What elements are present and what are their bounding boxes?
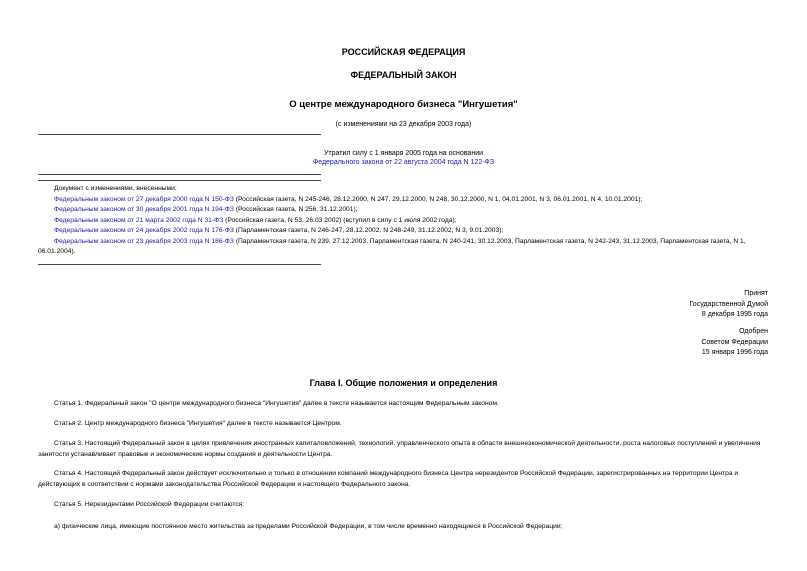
adopted-label: Принят: [744, 290, 768, 297]
repeal-status: Утратил силу с 1 января 2005 года на основании: [323, 150, 484, 157]
amendment-item: [38, 195, 770, 206]
adoption-block: [689, 289, 768, 321]
amendment-link[interactable]: Федеральным законом от 23 декабря 2003 года N 186-ФЗ: [54, 237, 234, 245]
amendment-source: (Российская газета, N 256, 31.12.2001);: [233, 206, 358, 213]
adopted-body: Государственной Думой: [689, 300, 768, 308]
article-2: Статья 2. Центр международного бизнеса "Ингушетия" далее в тексте называется Центром.: [54, 420, 342, 427]
amendment-link[interactable]: Федеральным законом от 27 декабря 2000 года N 150-ФЗ: [54, 195, 234, 203]
amendment-item: [38, 216, 770, 227]
amendments-intro: Документ с изменениями, внесенными:: [54, 185, 177, 192]
approval-block: [701, 327, 768, 359]
country-heading: РОССИЙСКАЯ ФЕДЕРАЦИЯ: [341, 47, 466, 57]
amendment-source: (Парламентская газета, N 239, 27.12.2003, Парламентская газета, N 240-241, 30.12.2003, Парламентская газета, N 242-243, 31.12.2003, Парламентская газета, N 1, 06.01.2004).: [38, 237, 746, 255]
doc-type-heading: ФЕДЕРАЛЬНЫЙ ЗАКОН: [350, 70, 457, 80]
repeal-law-link[interactable]: Федерального закона от 22 августа 2004 года N 122-ФЗ: [312, 159, 495, 166]
amendment-item: [38, 237, 770, 258]
adopted-date: 8 декабря 1995 года: [701, 311, 768, 319]
amendments-block: [38, 184, 770, 258]
law-title: О центре международного бизнеса "Ингушетия": [289, 99, 518, 110]
revision-note: (с изменениями на 23 декабря 2003 года): [335, 121, 472, 128]
amendment-item: [38, 226, 770, 237]
divider: [38, 264, 321, 265]
approved-label: Одобрен: [739, 328, 768, 335]
amendment-link[interactable]: Федеральным законом от 21 марта 2002 года N 31-ФЗ: [54, 216, 224, 224]
amendment-source: (Парламентская газета, N 246-247, 28.12.2002, N 248-249, 31.12.2002, N 3, 9.01.2003);: [233, 227, 504, 234]
amendment-link[interactable]: Федеральным законом от 24 декабря 2002 года N 176-ФЗ: [54, 227, 234, 234]
article-5-item-a: а) физические лица, имеющие постоянное место жительства за пределами Российской Федерации, в том числе временно находящиеся в Российской Федерации;: [54, 523, 563, 530]
divider: [38, 134, 321, 135]
amendment-source: (Российская газета, N 245-246, 28.12.2000, N 247, 29.12.2000, N 248, 30.12.2000, N 1, 04.01.2001, N 3, 06.01.2001, N 4, 10.01.2001);: [233, 195, 643, 203]
approved-date: 15 января 1996 года: [701, 349, 768, 357]
article-1: Статья 1. Федеральный закон "О центре международного бизнеса "Ингушетия" далее в тексте называется настоящим Федеральным законом.: [54, 400, 499, 407]
amendment-source: (Российская газета, N 53, 26.03.2002) (вступил в силу с 1 июля 2002 года);: [223, 216, 457, 224]
article-5: Статья 5. Нерезидентами Российской Федерации считаются:: [54, 501, 245, 508]
article-3: Статья 3. Настоящий Федеральный закон в целях привлечения иностранных капиталовложений, технологий, управленческого опыта в области внешнеэкономической деятельности, роста налоговых поступлений и увеличения занятости устанавливает правовые и экономические нормы создания и деятельности Центра.: [38, 440, 761, 458]
article-4: Статья 4. Настоящий Федеральный закон действует исключительно и только в отношении компаний международного бизнеса Центра нерезидентов Российской Федерации, зарегистрированных на территории Центра и действующих в соответствии с нормами законодательства Российской Федерации и настоящего Федерального закона.: [38, 470, 739, 488]
chapter-heading: Глава I. Общие положения и определения: [309, 378, 498, 388]
amendment-link[interactable]: Федеральным законом от 30 декабря 2001 года N 194-ФЗ: [54, 206, 234, 213]
approved-body: Советом Федерации: [701, 338, 768, 346]
divider: [38, 180, 321, 181]
divider: [38, 174, 321, 175]
amendment-item: [38, 205, 770, 216]
